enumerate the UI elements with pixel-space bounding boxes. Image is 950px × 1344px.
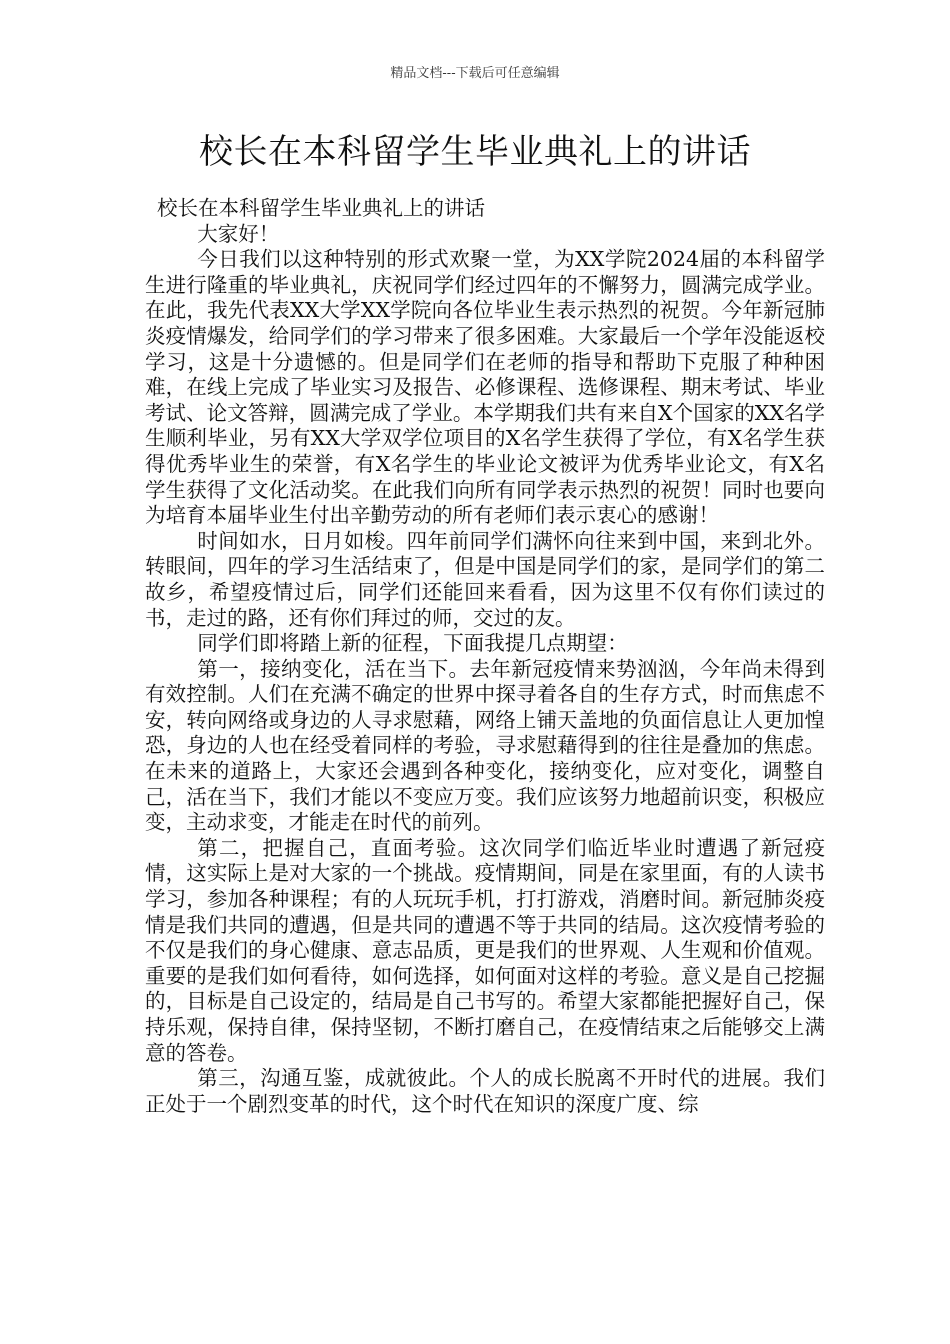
document-body	[145, 196, 825, 1117]
body-paragraph: 同学们即将踏上新的征程，下面我提几点期望：	[197, 631, 628, 656]
body-paragraph: 第二，把握自己，直面考验。这次同学们临近毕业时遭遇了新冠疫情，这实际上是对大家的一个挑战。疫情期间，同是在家里面，有的人读书学习，参加各种课程；有的人玩玩手机，打打游戏，消磨时间。新冠肺炎疫情是我们共同的遭遇，但是共同的遭遇不等于共同的结局。这次疫情考验的不仅是我们的身心健康、意志品质，更是我们的世界观、人生观和价值观。重要的是我们如何看待，如何选择，如何面对这样的考验。意义是自己挖掘的，目标是自己设定的，结局是自己书写的。希望大家都能把握好自己，保持乐观，保持自律，保持坚韧，不断打磨自己，在疫情结束之后能够交上满意的答卷。	[145, 835, 825, 1065]
body-paragraph: 第一，接纳变化，活在当下。去年新冠疫情来势汹汹，今年尚未得到有效控制。人们在充满不确定的世界中探寻着各自的生存方式，时而焦虑不安，转向网络或身边的人寻求慰藉，网络上铺天盖地的负面信息让人更加惶恐，身边的人也在经受着同样的考验，寻求慰藉得到的往往是叠加的焦虑。在未来的道路上，大家还会遇到各种变化，接纳变化，应对变化，调整自己，活在当下，我们才能以不变应万变。我们应该努力地超前识变，积极应变，主动求变，才能走在时代的前列。	[145, 656, 825, 835]
page-header: 精品文档---下载后可任意编辑	[390, 66, 560, 81]
body-paragraph: 时间如水，日月如梭。四年前同学们满怀向往来到中国，来到北外。转眼间，四年的学习生活结束了，但是中国是同学们的家，是同学们的第二故乡，希望疫情过后，同学们还能回来看看，因为这里不仅有你们读过的书，走过的路，还有你们拜过的师，交过的友。	[145, 528, 825, 630]
body-paragraph: 今日我们以这种特别的形式欢聚一堂，为XX学院2024届的本科留学生进行隆重的毕业典礼，庆祝同学们经过四年的不懈努力，圆满完成学业。在此，我先代表XX大学XX学院向各位毕业生表示热烈的祝贺。今年新冠肺炎疫情爆发，给同学们的学习带来了很多困难。大家最后一个学年没能返校学习，这是十分遗憾的。但是同学们在老师的指导和帮助下克服了种种困难，在线上完成了毕业实习及报告、必修课程、选修课程、期末考试、毕业考试、论文答辩，圆满完成了学业。本学期我们共有来自X个国家的XX名学生顺利毕业，另有XX大学双学位项目的X名学生获得了学位，有X名学生获得优秀毕业生的荣誉，有X名学生的毕业论文被评为优秀毕业论文，有X名学生获得了文化活动奖。在此我们向所有同学表示热烈的祝贺！同时也要向为培育本届毕业生付出辛勤劳动的所有老师们表示衷心的感谢！	[145, 247, 825, 528]
greeting-paragraph: 大家好！	[197, 221, 280, 246]
body-paragraph: 第三，沟通互鉴，成就彼此。个人的成长脱离不开时代的进展。我们正处于一个剧烈变革的时代，这个时代在知识的深度广度、综	[145, 1066, 825, 1116]
document-title: 校长在本科留学生毕业典礼上的讲话	[199, 132, 751, 172]
document-subtitle: 校长在本科留学生毕业典礼上的讲话	[157, 196, 485, 220]
